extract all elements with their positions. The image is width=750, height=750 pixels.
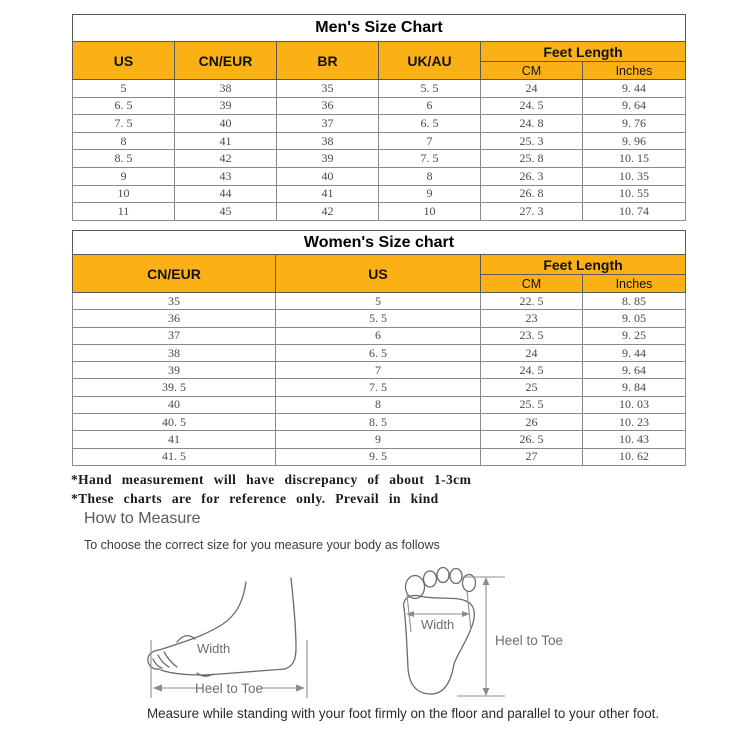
table-cell: 5 [276, 293, 481, 310]
table-cell: 39 [277, 150, 379, 168]
table-cell: 10. 35 [583, 167, 686, 185]
table-cell: 6. 5 [379, 115, 481, 133]
table-cell: 7 [276, 362, 481, 379]
table-cell: 24. 5 [481, 97, 583, 115]
column-header-feet-length: Feet Length [481, 42, 686, 62]
table-cell: 24. 8 [481, 115, 583, 133]
table-cell: 9. 64 [583, 97, 686, 115]
table-cell: 9 [73, 167, 175, 185]
table-cell: 7. 5 [379, 150, 481, 168]
foot-measurement-diagram [145, 556, 575, 708]
table-cell: 8 [73, 132, 175, 150]
table-cell: 39. 5 [73, 379, 276, 396]
table-cell: 25. 5 [481, 396, 583, 413]
column-header-br: BR [277, 42, 379, 80]
measure-tick [467, 591, 471, 630]
table-cell: 40 [175, 115, 277, 133]
table-row [73, 203, 686, 221]
table-cell: 9. 44 [583, 80, 686, 98]
column-header-cn-eur: CN/EUR [175, 42, 277, 80]
table-cell: 44 [175, 185, 277, 203]
table-cell: 6 [379, 97, 481, 115]
column-header-us: US [73, 42, 175, 80]
table-row [73, 97, 686, 115]
table-cell: 37 [277, 115, 379, 133]
table-cell: 9 [379, 185, 481, 203]
table-row [73, 414, 686, 431]
table-cell: 6 [276, 327, 481, 344]
table-cell: 9. 05 [583, 310, 686, 327]
table-cell: 22. 5 [481, 293, 583, 310]
how-to-measure-title: How to Measure [84, 510, 201, 527]
table-row [73, 379, 686, 396]
womens-size-table [72, 230, 686, 466]
table-cell: 23 [481, 310, 583, 327]
table-cell: 40 [73, 396, 276, 413]
table-cell: 37 [73, 327, 276, 344]
table-row [73, 344, 686, 361]
how-to-measure-subtitle: To choose the correct size for you measure your body as follows [84, 538, 440, 552]
table-cell: 36 [73, 310, 276, 327]
table-cell: 9. 84 [583, 379, 686, 396]
column-header-cn-eur: CN/EUR [73, 255, 276, 293]
table-cell: 8 [276, 396, 481, 413]
table-cell: 5. 5 [276, 310, 481, 327]
width-label: Width [197, 641, 231, 656]
table-cell: 41 [175, 132, 277, 150]
disclaimer-notes [71, 470, 471, 508]
table-row [73, 448, 686, 465]
column-header-feet-length: Feet Length [481, 255, 686, 275]
column-header-us: US [276, 255, 481, 293]
table-cell: 9 [276, 431, 481, 448]
width-label: Width [421, 617, 455, 632]
table-cell: 26. 8 [481, 185, 583, 203]
column-header-inches: Inches [583, 62, 686, 80]
table-cell: 8 [379, 167, 481, 185]
table-cell: 35 [73, 293, 276, 310]
table-cell: 9. 25 [583, 327, 686, 344]
disclaimer-line-2: *These charts are for reference only. Prevail in kind [71, 491, 439, 506]
table-cell: 25 [481, 379, 583, 396]
foot-top-line [159, 582, 246, 650]
table-cell: 10 [379, 203, 481, 221]
womens-table-title: Women's Size chart [73, 231, 686, 255]
foot-sole-line [161, 669, 285, 675]
table-row [73, 431, 686, 448]
table-cell: 39 [175, 97, 277, 115]
mens-table-title: Men's Size Chart [73, 15, 686, 42]
table-cell: 9. 44 [583, 344, 686, 361]
table-cell: 9. 64 [583, 362, 686, 379]
table-cell: 10. 43 [583, 431, 686, 448]
table-cell: 9. 76 [583, 115, 686, 133]
table-cell: 24. 5 [481, 362, 583, 379]
mens-size-table [72, 14, 686, 221]
womens-table-body [73, 293, 686, 466]
table-row [73, 132, 686, 150]
table-row [73, 80, 686, 98]
column-header-cm: CM [481, 275, 583, 293]
table-cell: 40. 5 [73, 414, 276, 431]
heel-to-toe-label: Heel to Toe [194, 681, 264, 696]
toe [424, 571, 437, 587]
table-cell: 6. 5 [73, 97, 175, 115]
table-title-row [73, 231, 686, 255]
table-cell: 9. 5 [276, 448, 481, 465]
table-cell: 26. 5 [481, 431, 583, 448]
table-row [73, 185, 686, 203]
foot-toes-scribble [153, 652, 177, 668]
table-cell: 10. 55 [583, 185, 686, 203]
table-cell: 24 [481, 80, 583, 98]
toe [437, 568, 449, 583]
table-cell: 38 [73, 344, 276, 361]
table-cell: 7 [379, 132, 481, 150]
table-cell: 6. 5 [276, 344, 481, 361]
table-cell: 10. 74 [583, 203, 686, 221]
table-cell: 10. 03 [583, 396, 686, 413]
table-cell: 35 [277, 80, 379, 98]
table-title-row [73, 15, 686, 42]
table-cell: 8. 5 [73, 150, 175, 168]
table-cell: 10. 62 [583, 448, 686, 465]
column-header-uk-au: UK/AU [379, 42, 481, 80]
table-cell: 9. 96 [583, 132, 686, 150]
column-header-inches: Inches [583, 275, 686, 293]
table-header-row [73, 42, 686, 62]
disclaimer-line-1: *Hand measurement will have discrepancy of about 1-3cm [71, 472, 472, 487]
table-row [73, 115, 686, 133]
table-cell: 27 [481, 448, 583, 465]
table-cell: 25. 8 [481, 150, 583, 168]
table-cell: 40 [277, 167, 379, 185]
table-cell: 41 [277, 185, 379, 203]
table-header-row [73, 255, 686, 275]
table-cell: 42 [175, 150, 277, 168]
mens-table-body [73, 80, 686, 221]
table-cell: 41 [73, 431, 276, 448]
table-cell: 11 [73, 203, 175, 221]
table-cell: 38 [175, 80, 277, 98]
table-cell: 39 [73, 362, 276, 379]
heel-to-toe-label: Heel to Toe [495, 633, 564, 648]
table-row [73, 310, 686, 327]
table-cell: 27. 3 [481, 203, 583, 221]
table-cell: 26 [481, 414, 583, 431]
table-row [73, 167, 686, 185]
foot-side-view-diagram [148, 578, 296, 676]
table-cell: 10. 15 [583, 150, 686, 168]
sole-outline [404, 596, 475, 694]
table-row [73, 293, 686, 310]
table-cell: 23. 5 [481, 327, 583, 344]
table-cell: 7. 5 [276, 379, 481, 396]
table-cell: 42 [277, 203, 379, 221]
table-cell: 10 [73, 185, 175, 203]
table-cell: 8. 5 [276, 414, 481, 431]
table-cell: 26. 3 [481, 167, 583, 185]
table-cell: 24 [481, 344, 583, 361]
table-cell: 5 [73, 80, 175, 98]
table-row [73, 327, 686, 344]
table-cell: 36 [277, 97, 379, 115]
table-cell: 7. 5 [73, 115, 175, 133]
table-cell: 5. 5 [379, 80, 481, 98]
foot-heel-line [285, 578, 296, 669]
column-header-cm: CM [481, 62, 583, 80]
measure-instruction-caption: Measure while standing with your foot firmly on the floor and parallel to your other foot. [147, 706, 660, 721]
table-row [73, 396, 686, 413]
table-cell: 38 [277, 132, 379, 150]
table-cell: 8. 85 [583, 293, 686, 310]
toe [450, 569, 462, 584]
table-cell: 45 [175, 203, 277, 221]
table-cell: 43 [175, 167, 277, 185]
table-row [73, 150, 686, 168]
table-cell: 10. 23 [583, 414, 686, 431]
table-row [73, 362, 686, 379]
table-cell: 25. 3 [481, 132, 583, 150]
table-cell: 41. 5 [73, 448, 276, 465]
